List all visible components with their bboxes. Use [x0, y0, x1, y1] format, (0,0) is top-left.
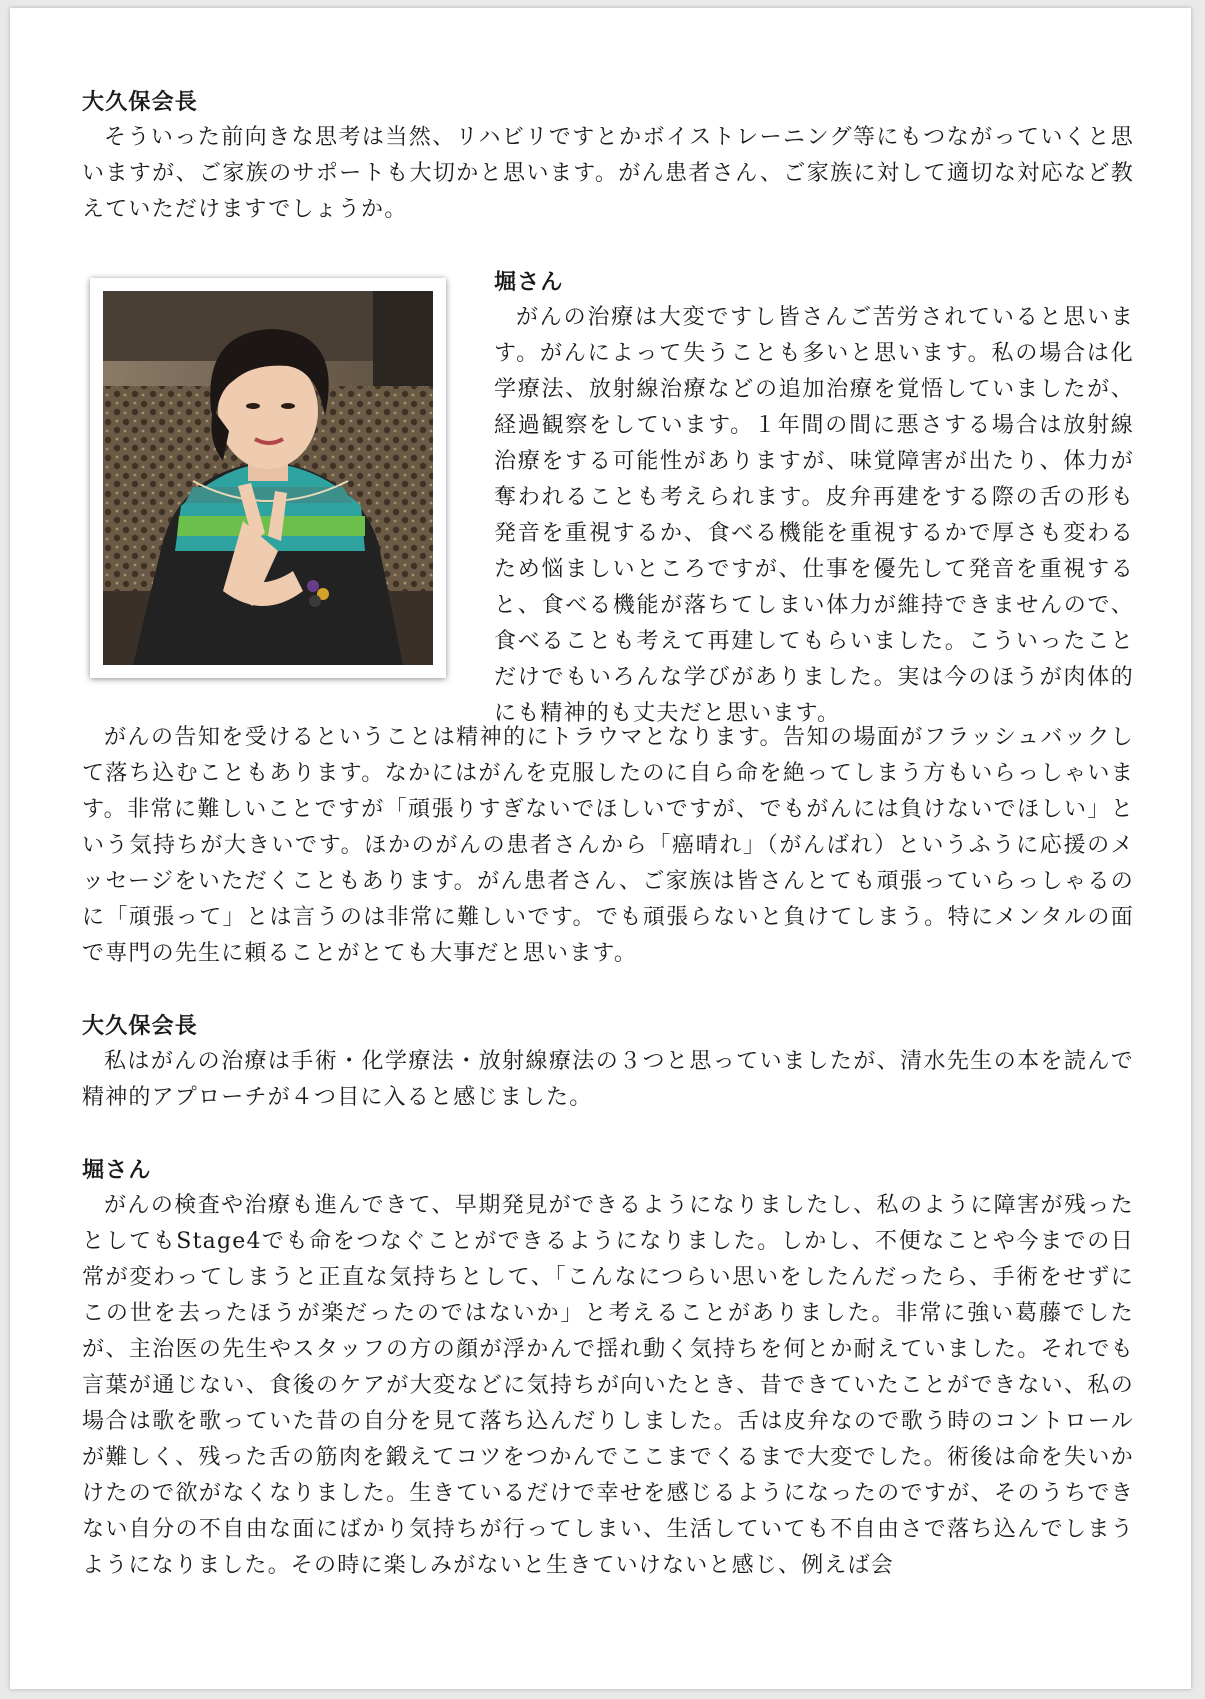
- document-body: [82, 84, 1134, 1584]
- paragraph-gap: [82, 1116, 1134, 1152]
- paragraph: がんの告知を受けるということは精神的にトラウマとなります。告知の場面がフラッシュバックして落ち込むこともあります。なかにはがんを克服したのに自ら命を絶ってしまう方もいらっしゃいます。非常に難しいことですが「頑張りすぎないでほしいですが、でもがんには負けないでほしい」という気持ちが大きいです。ほかのがんの患者さんから「癌晴れ」（がんばれ）というふうに応援のメッセージをいただくこともあります。がん患者さん、ご家族は皆さんとても頑張っていらっしゃるのに「頑張って」とは言うのは非常に難しいです。でも頑張らないと負けてしまう。特にメンタルの面で専門の先生に頼ることがとても大事だと思います。: [82, 725, 1134, 966]
- speaker-name: 大久保会長: [82, 89, 199, 115]
- paragraph-gap: [82, 972, 1134, 1008]
- paragraph: がんの治療は大変ですし皆さんご苦労されていると思います。がんによって失うことも多いと思います。私の場合は化学療法、放射線治療などの追加治療を覚悟していましたが、経過観察をしています。１年間の間に悪さする場合は放射線治療をする可能性がありますが、味覚障害が出たり、体力が奪われることも考えられます。皮弁再建をする際の舌の形も発音を重視するか、食べる機能を重視するかで厚さも変わるため悩ましいところですが、仕事を優先して発音を重視すると、食べる機能が落ちてしまい体力が維持できませんので、食べることも考えて再建してもらいました。こういったことだけでもいろんな学びがありました。実は今のほうが肉体的にも精神的も丈夫だと思います。: [494, 305, 1134, 726]
- paragraph-gap: [82, 228, 1134, 264]
- interview-photo: [103, 291, 433, 665]
- document-page: [10, 8, 1191, 1689]
- paragraph: そういった前向きな思考は当然、リハビリですとかボイストレーニング等にもつながっていくと思いますが、ご家族のサポートも大切かと思います。がん患者さん、ご家族に対して適切な対応など教えていただけますでしょうか。: [82, 125, 1134, 222]
- speaker-name: 堀さん: [494, 269, 564, 295]
- photo-section: [82, 264, 1134, 726]
- photo-side-text: [494, 264, 1134, 732]
- photo-frame: [90, 278, 446, 678]
- speaker-name: 堀さん: [82, 1157, 152, 1183]
- paragraph: がんの検査や治療も進んできて、早期発見ができるようになりましたし、私のように障害が残ったとしてもStage4でも命をつなぐことができるようになりました。しかし、不便なことや今までの日常が変わってしまうと正直な気持ちとして、「こんなにつらい思いをしたんだったら、手術をせずにこの世を去ったほうが楽だったのではないか」と考えることがありました。非常に強い葛藤でしたが、主治医の先生やスタッフの方の顔が浮かんで揺れ動く気持ちを何とか耐えていました。それでも言葉が通じない、食後のケアが大変などに気持ちが向いたとき、昔できていたことができない、私の場合は歌を歌っていた昔の自分を見て落ち込んだりしました。舌は皮弁なので歌う時のコントロールが難しく、残った舌の筋肉を鍛えてコツをつかんでここまでくるまで大変でした。術後は命を失いかけたので欲がなくなりました。生きているだけで幸せを感じるようになったのですが、そのうちできない自分の不自由な面にばかり気持ちが行ってしまい、生活していても不自由さで落ち込んでしまうようになりました。その時に楽しみがないと生きていけないと感じ、例えば会: [82, 1193, 1134, 1578]
- speaker-name: 大久保会長: [82, 1013, 199, 1039]
- paragraph: 私はがんの治療は手術・化学療法・放射線療法の３つと思っていましたが、清水先生の本を読んで精神的アプローチが４つ目に入ると感じました。: [82, 1049, 1134, 1110]
